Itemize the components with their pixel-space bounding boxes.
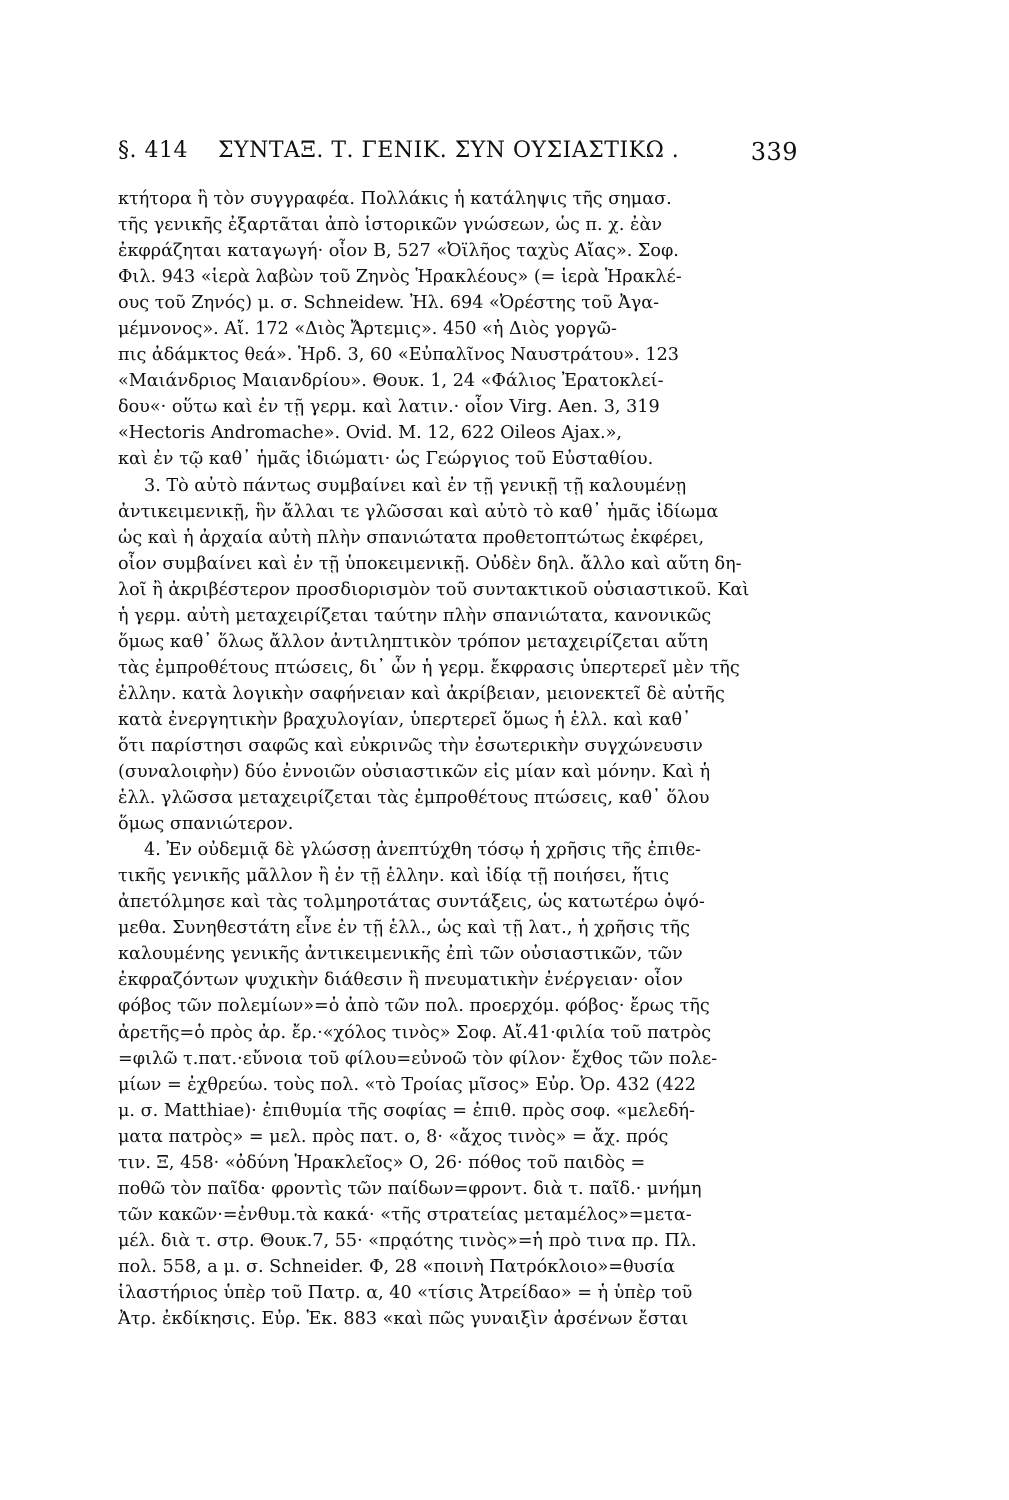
text-line: φόβος τῶν πολεμίων»=ὁ ἀπὸ τῶν πολ. προερχόμ. φόβος· ἔρως τῆς bbox=[118, 996, 710, 1017]
text-line: ποθῶ τὸν παῖδα· φροντὶς τῶν παίδων=φροντ. διὰ τ. παῖδ.· μνήμη bbox=[118, 1178, 702, 1199]
body-text bbox=[118, 186, 790, 1332]
text-line: ἀρετῆς=ὁ πρὸς ἀρ. ἔρ.·«χόλος τινὸς» Σοφ. Αἴ.41·φιλία τοῦ πατρὸς bbox=[118, 1022, 712, 1043]
text-line: καλουμένης γενικῆς ἀντικειμενικῆς ἐπὶ τῶν οὐσιαστικῶν, τῶν bbox=[118, 944, 683, 965]
text-line: ἱλαστήριος ὑπὲρ τοῦ Πατρ. α, 40 «τίσις Ἀτρείδαο» = ἡ ὑπὲρ τοῦ bbox=[118, 1282, 693, 1303]
paragraph-4-start: 4. Ἐν οὐδεμιᾷ δὲ γλώσσῃ ἀνεπτύχθη τόσῳ ἡ χρῆσις τῆς ἐπιθε- bbox=[144, 840, 701, 861]
text-line: =φιλῶ τ.πατ.·εὔνοια τοῦ φίλου=εὐνοῶ τὸν φίλον· ἔχθος τῶν πολε- bbox=[118, 1048, 718, 1069]
text-line: ἐκφράζηται καταγωγή· οἷον Β, 527 «Ὀϊλῆος ταχὺς Αἴας». Σοφ. bbox=[118, 241, 679, 262]
text-line: πολ. 558, a μ. σ. Schneider. Φ, 28 «ποινὴ Πατρόκλοιο»=θυσία bbox=[118, 1256, 676, 1277]
text-line: τῶν κακῶν·=ἐνθυμ.τὰ κακά· «τῆς στρατείας μεταμέλος»=μετα- bbox=[118, 1204, 692, 1225]
text-line: ἀπετόλμησε καὶ τὰς τολμηροτάτας συντάξεις, ὡς κατωτέρω ὀψό- bbox=[118, 892, 705, 913]
text-line: ἑλλην. κατὰ λογικὴν σαφήνειαν καὶ ἀκρίβειαν, μειονεκτεῖ δὲ αὐτῆς bbox=[118, 683, 725, 704]
text-line: μίων = ἐχθρεύω. τοὺς πολ. «τὸ Τροίας μῖσος» Εὐρ. Ὀρ. 432 (422 bbox=[118, 1074, 696, 1095]
paragraph-3-start: 3. Τὸ αὐτὸ πάντως συμβαίνει καὶ ἐν τῇ γενικῇ τῇ καλουμένῃ bbox=[144, 475, 687, 496]
text-line: ἐκφραζόντων ψυχικὴν διάθεσιν ἢ πνευματικὴν ἐνέργειαν· οἷον bbox=[118, 970, 683, 991]
text-line: Ἀτρ. ἐκδίκησις. Εὐρ. Ἑκ. 883 «καὶ πῶς γυναιξὶν ἀρσένων ἔσται bbox=[118, 1309, 689, 1330]
text-line: μ. σ. Matthiae)· ἐπιθυμία τῆς σοφίας = ἐπιθ. πρὸς σοφ. «μελεδή- bbox=[118, 1100, 695, 1121]
text-line: μεθα. Συνηθεστάτη εἶνε ἐν τῇ ἑλλ., ὡς καὶ τῇ λατ., ἡ χρῆσις τῆς bbox=[118, 918, 691, 939]
text-line: ὅμως καθ᾽ ὅλως ἄλλον ἀντιληπτικὸν τρόπον μεταχειρίζεται αὕτη bbox=[118, 631, 709, 652]
section-number: §. 414 bbox=[118, 138, 188, 163]
text-line: ὅμως σπανιώτερον. bbox=[118, 814, 294, 835]
page-header bbox=[118, 138, 798, 178]
text-line: Φιλ. 943 «ἱερὰ λαβὼν τοῦ Ζηνὸς Ἡρακλέους» (= ἱερὰ Ἡρακλέ- bbox=[118, 267, 682, 288]
running-title: ΣΥΝΤΑΞ. Τ. ΓΕΝΙΚ. ΣΥΝ ΟΥΣΙΑΣΤΙΚΩ . bbox=[218, 138, 680, 163]
text-line: ους τοῦ Ζηνός) μ. σ. Schneidew. Ἠλ. 694 «Ὀρέστης τοῦ Ἀγα- bbox=[118, 293, 660, 314]
text-line: ὅτι παρίστησι σαφῶς καὶ εὐκρινῶς τὴν ἐσωτερικὴν συγχώνευσιν bbox=[118, 735, 703, 756]
text-line: οἷον συμβαίνει καὶ ἐν τῇ ὑποκειμενικῇ. Οὐδὲν δηλ. ἄλλο καὶ αὕτη δη- bbox=[118, 553, 742, 574]
text-line: ἀντικειμενικῇ, ἣν ἄλλαι τε γλῶσσαι καὶ αὐτὸ τὸ καθ᾽ ἡμᾶς ἰδίωμα bbox=[118, 501, 719, 522]
text-line: (συναλοιφὴν) δύο ἐννοιῶν οὐσιαστικῶν εἰς μίαν καὶ μόνην. Καὶ ἡ bbox=[118, 762, 711, 783]
text-line: ματα πατρὸς» = μελ. πρὸς πατ. ο, 8· «ἄχος τινὸς» = ἄχ. πρός bbox=[118, 1126, 669, 1147]
text-line: «Hectoris Andromache». Ovid. M. 12, 622 Oileos Ajax.», bbox=[118, 423, 622, 444]
text-line: τικῆς γενικῆς μᾶλλον ἢ ἐν τῇ ἑλλην. καὶ ἰδίᾳ τῇ ποιήσει, ἥτις bbox=[118, 866, 670, 887]
text-line: ὡς καὶ ἡ ἀρχαία αὐτὴ πλὴν σπανιώτατα προθετοπτώτως ἐκφέρει, bbox=[118, 527, 705, 548]
text-line: «Μαιάνδριος Μαιανδρίου». Θουκ. 1, 24 «Φάλιος Ἐρατοκλεί- bbox=[118, 371, 664, 392]
text-line: τὰς ἐμπροθέτους πτώσεις, δι᾽ ὧν ἡ γερμ. ἔκφρασις ὑπερτερεῖ μὲν τῆς bbox=[118, 657, 740, 678]
page-number: 339 bbox=[750, 138, 798, 166]
text-line: καὶ ἐν τῷ καθ᾽ ἡμᾶς ἰδιώματι· ὡς Γεώργιος τοῦ Εὐσταθίου. bbox=[118, 449, 654, 470]
text-line: ἡ γερμ. αὐτὴ μεταχειρίζεται ταύτην πλὴν σπανιώτατα, κανονικῶς bbox=[118, 605, 712, 626]
text-line: δου«· οὕτω καὶ ἐν τῇ γερμ. καὶ λατιν.· οἷον Virg. Aen. 3, 319 bbox=[118, 397, 660, 418]
text-line: τιν. Ξ, 458· «ὀδύνη Ἡρακλεῖος» Ο, 26· πόθος τοῦ παιδὸς = bbox=[118, 1152, 646, 1173]
text-line: πις ἀδάμκτος θεά». Ἡρδ. 3, 60 «Εὐπαλῖνος Ναυστράτου». 123 bbox=[118, 345, 679, 366]
text-line: μέμνονος». Αἴ. 172 «Διὸς Ἄρτεμις». 450 «ἡ Διὸς γοργῶ- bbox=[118, 319, 617, 340]
text-line: κατὰ ἐνεργητικὴν βραχυλογίαν, ὑπερτερεῖ ὅμως ἡ ἑλλ. καὶ καθ᾽ bbox=[118, 709, 691, 730]
text-line: κτήτορα ἢ τὸν συγγραφέα. Πολλάκις ἡ κατάληψις τῆς σημασ. bbox=[118, 189, 672, 209]
text-line: μέλ. διὰ τ. στρ. Θουκ.7, 55· «πρᾳότης τινὸς»=ἡ πρὸ τινα πρ. Πλ. bbox=[118, 1230, 697, 1251]
text-line: ἑλλ. γλῶσσα μεταχειρίζεται τὰς ἐμπροθέτους πτώσεις, καθ᾽ ὅλου bbox=[118, 788, 710, 809]
text-line: λοῖ ἢ ἀκριβέστερον προσδιορισμὸν τοῦ συντακτικοῦ οὐσιαστικοῦ. Καὶ bbox=[118, 579, 750, 600]
text-line: τῆς γενικῆς ἐξαρτᾶται ἀπὸ ἱστορικῶν γνώσεων, ὡς π. χ. ἐὰν bbox=[118, 215, 663, 236]
